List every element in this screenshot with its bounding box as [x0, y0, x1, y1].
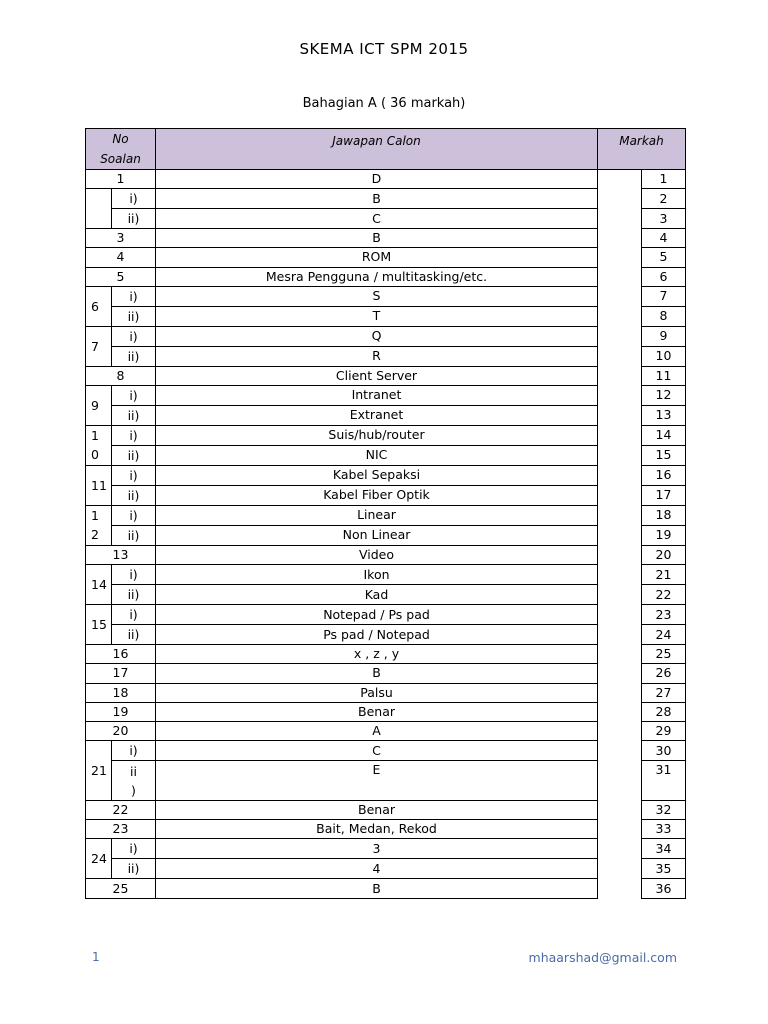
- table-row: [86, 741, 686, 761]
- table-header-row: [86, 129, 686, 170]
- candidate-answer: Mesra Pengguna / multitasking/etc.: [156, 267, 598, 286]
- marks-spacer: [598, 664, 642, 683]
- question-number: 7: [86, 326, 112, 366]
- question-number: 21: [86, 741, 112, 801]
- sub-question: ii): [112, 485, 156, 505]
- table-row: [86, 485, 686, 505]
- question-number: 4: [86, 248, 156, 267]
- sub-question: ii): [112, 859, 156, 879]
- marks-spacer: [598, 170, 642, 189]
- marks-spacer: [598, 366, 642, 385]
- header-no-line1: No: [112, 132, 129, 146]
- marks-spacer: [598, 248, 642, 267]
- mark-value: 35: [642, 859, 686, 879]
- candidate-answer: C: [156, 209, 598, 229]
- sub-question: ii): [112, 585, 156, 605]
- mark-value: 25: [642, 645, 686, 664]
- mark-value: 9: [642, 326, 686, 346]
- mark-value: 15: [642, 445, 686, 465]
- mark-value: 12: [642, 385, 686, 405]
- page-title: SKEMA ICT SPM 2015: [299, 40, 469, 58]
- question-number: 3: [86, 229, 156, 248]
- sub-question: i): [112, 385, 156, 405]
- mark-value: 24: [642, 625, 686, 645]
- table-row: [86, 445, 686, 465]
- question-number: 20: [86, 721, 156, 740]
- section-subtitle: Bahagian A ( 36 markah): [302, 96, 466, 111]
- sub-question: ii): [112, 625, 156, 645]
- sub-question: ii): [112, 346, 156, 366]
- header-no-line2: Soalan: [100, 152, 141, 166]
- candidate-answer: T: [156, 306, 598, 326]
- question-number: 5: [86, 267, 156, 286]
- marks-spacer: [598, 879, 642, 898]
- marks-spacer: [598, 229, 642, 248]
- table-row: [86, 645, 686, 664]
- mark-value: 10: [642, 346, 686, 366]
- candidate-answer: Extranet: [156, 405, 598, 425]
- table-row: [86, 683, 686, 702]
- table-row: [86, 801, 686, 820]
- table-row: [86, 346, 686, 366]
- mark-value: 32: [642, 801, 686, 820]
- sub-question: i): [112, 565, 156, 585]
- sub-question: i): [112, 286, 156, 306]
- marks-spacer: [598, 465, 642, 485]
- question-number: 19: [86, 702, 156, 721]
- marks-spacer: [598, 801, 642, 820]
- table-row: [86, 326, 686, 346]
- table-row: [86, 605, 686, 625]
- mark-value: 4: [642, 229, 686, 248]
- header-answer: Jawapan Calon: [156, 129, 598, 170]
- marks-spacer: [598, 585, 642, 605]
- marks-spacer: [598, 721, 642, 740]
- candidate-answer: Kabel Sepaksi: [156, 465, 598, 485]
- mark-value: 3: [642, 209, 686, 229]
- candidate-answer: Benar: [156, 801, 598, 820]
- question-number: 24: [86, 839, 112, 879]
- table-row: [86, 585, 686, 605]
- header-question-no: [86, 129, 156, 170]
- marks-spacer: [598, 741, 642, 761]
- question-number: 16: [86, 645, 156, 664]
- marks-spacer: [598, 445, 642, 465]
- candidate-answer: Linear: [156, 505, 598, 525]
- candidate-answer: Bait, Medan, Rekod: [156, 820, 598, 839]
- marks-spacer: [598, 346, 642, 366]
- marks-spacer: [598, 761, 642, 801]
- candidate-answer: Ikon: [156, 565, 598, 585]
- marks-spacer: [598, 820, 642, 839]
- footer-email: mhaarshad@gmail.com: [528, 950, 677, 965]
- mark-value: 26: [642, 664, 686, 683]
- page-number: 1: [92, 950, 100, 964]
- table-row: [86, 565, 686, 585]
- candidate-answer: B: [156, 229, 598, 248]
- candidate-answer: B: [156, 879, 598, 898]
- mark-value: 27: [642, 683, 686, 702]
- candidate-answer: Non Linear: [156, 525, 598, 545]
- candidate-answer: Q: [156, 326, 598, 346]
- sub-question: ii): [112, 209, 156, 229]
- candidate-answer: Notepad / Ps pad: [156, 605, 598, 625]
- candidate-answer: ROM: [156, 248, 598, 267]
- marks-spacer: [598, 286, 642, 306]
- table-row: [86, 405, 686, 425]
- question-number: 13: [86, 545, 156, 564]
- candidate-answer: R: [156, 346, 598, 366]
- table-row: [86, 306, 686, 326]
- candidate-answer: Palsu: [156, 683, 598, 702]
- mark-value: 11: [642, 366, 686, 385]
- question-number: 1: [86, 170, 156, 189]
- candidate-answer: NIC: [156, 445, 598, 465]
- mark-value: 16: [642, 465, 686, 485]
- table-row: [86, 425, 686, 445]
- sub-question: i): [112, 465, 156, 485]
- mark-value: 6: [642, 267, 686, 286]
- sub-question: ii): [112, 445, 156, 465]
- sub-question: ii): [112, 405, 156, 425]
- marks-spacer: [598, 625, 642, 645]
- sub-question: i): [112, 839, 156, 859]
- question-number: 18: [86, 683, 156, 702]
- question-number: 8: [86, 366, 156, 385]
- mark-value: 23: [642, 605, 686, 625]
- table-row: [86, 820, 686, 839]
- mark-value: 33: [642, 820, 686, 839]
- candidate-answer: Ps pad / Notepad: [156, 625, 598, 645]
- candidate-answer: Intranet: [156, 385, 598, 405]
- marks-spacer: [598, 326, 642, 346]
- table-row: [86, 859, 686, 879]
- mark-value: 17: [642, 485, 686, 505]
- mark-value: 7: [642, 286, 686, 306]
- candidate-answer: 4: [156, 859, 598, 879]
- candidate-answer: Kabel Fiber Optik: [156, 485, 598, 505]
- question-number: 15: [86, 605, 112, 645]
- table-row: [86, 267, 686, 286]
- sub-question: ii): [112, 306, 156, 326]
- candidate-answer: C: [156, 741, 598, 761]
- question-number: 6: [86, 286, 112, 326]
- marks-spacer: [598, 565, 642, 585]
- candidate-answer: B: [156, 189, 598, 209]
- marks-spacer: [598, 683, 642, 702]
- marks-spacer: [598, 645, 642, 664]
- mark-value: 2: [642, 189, 686, 209]
- mark-value: 18: [642, 505, 686, 525]
- table-row: [86, 209, 686, 229]
- table-row: [86, 189, 686, 209]
- header-marks: Markah: [598, 129, 686, 170]
- mark-value: 5: [642, 248, 686, 267]
- question-number: 23: [86, 820, 156, 839]
- mark-value: 34: [642, 839, 686, 859]
- candidate-answer: 3: [156, 839, 598, 859]
- sub-question: i): [112, 326, 156, 346]
- table-row: [86, 545, 686, 564]
- mark-value: 19: [642, 525, 686, 545]
- marks-spacer: [598, 839, 642, 859]
- candidate-answer: Client Server: [156, 366, 598, 385]
- marks-spacer: [598, 405, 642, 425]
- sub-question: i): [112, 605, 156, 625]
- question-number: 14: [86, 565, 112, 605]
- mark-value: 30: [642, 741, 686, 761]
- question-number: 9: [86, 385, 112, 425]
- mark-value: 28: [642, 702, 686, 721]
- marks-spacer: [598, 189, 642, 209]
- table-row: [86, 248, 686, 267]
- marks-spacer: [598, 605, 642, 625]
- question-number: 22: [86, 801, 156, 820]
- marks-spacer: [598, 505, 642, 525]
- sub-question: i): [112, 425, 156, 445]
- mark-value: 20: [642, 545, 686, 564]
- table-row: [86, 229, 686, 248]
- candidate-answer: Benar: [156, 702, 598, 721]
- candidate-answer: Video: [156, 545, 598, 564]
- sub-question: i): [112, 741, 156, 761]
- mark-value: 31: [642, 761, 686, 801]
- marks-spacer: [598, 209, 642, 229]
- marks-spacer: [598, 859, 642, 879]
- sub-question: ii ): [112, 761, 156, 801]
- question-number: 25: [86, 879, 156, 898]
- marks-spacer: [598, 545, 642, 564]
- question-number: 1 0: [86, 425, 112, 465]
- table-row: [86, 385, 686, 405]
- sub-question: i): [112, 505, 156, 525]
- mark-value: 22: [642, 585, 686, 605]
- answer-scheme-table: [85, 128, 686, 899]
- table-row: [86, 839, 686, 859]
- table-row: [86, 286, 686, 306]
- table-row: [86, 525, 686, 545]
- table-row: [86, 465, 686, 485]
- table-row: [86, 721, 686, 740]
- table-row: [86, 879, 686, 898]
- question-number: 17: [86, 664, 156, 683]
- question-number: 1 2: [86, 505, 112, 545]
- table-row: [86, 702, 686, 721]
- marks-spacer: [598, 425, 642, 445]
- sub-question: i): [112, 189, 156, 209]
- table-row: [86, 625, 686, 645]
- mark-value: 13: [642, 405, 686, 425]
- question-number: 11: [86, 465, 112, 505]
- marks-spacer: [598, 267, 642, 286]
- marks-spacer: [598, 525, 642, 545]
- marks-spacer: [598, 306, 642, 326]
- marks-spacer: [598, 485, 642, 505]
- mark-value: 14: [642, 425, 686, 445]
- question-number: [86, 189, 112, 229]
- table-row: [86, 505, 686, 525]
- mark-value: 36: [642, 879, 686, 898]
- marks-spacer: [598, 385, 642, 405]
- sub-question: ii): [112, 525, 156, 545]
- candidate-answer: B: [156, 664, 598, 683]
- candidate-answer: E: [156, 761, 598, 801]
- table-row: [86, 664, 686, 683]
- table-row: [86, 170, 686, 189]
- candidate-answer: Suis/hub/router: [156, 425, 598, 445]
- mark-value: 8: [642, 306, 686, 326]
- candidate-answer: D: [156, 170, 598, 189]
- mark-value: 21: [642, 565, 686, 585]
- candidate-answer: Kad: [156, 585, 598, 605]
- candidate-answer: x , z , y: [156, 645, 598, 664]
- candidate-answer: A: [156, 721, 598, 740]
- marks-spacer: [598, 702, 642, 721]
- table-row: [86, 366, 686, 385]
- table-row: [86, 761, 686, 801]
- mark-value: 29: [642, 721, 686, 740]
- candidate-answer: S: [156, 286, 598, 306]
- mark-value: 1: [642, 170, 686, 189]
